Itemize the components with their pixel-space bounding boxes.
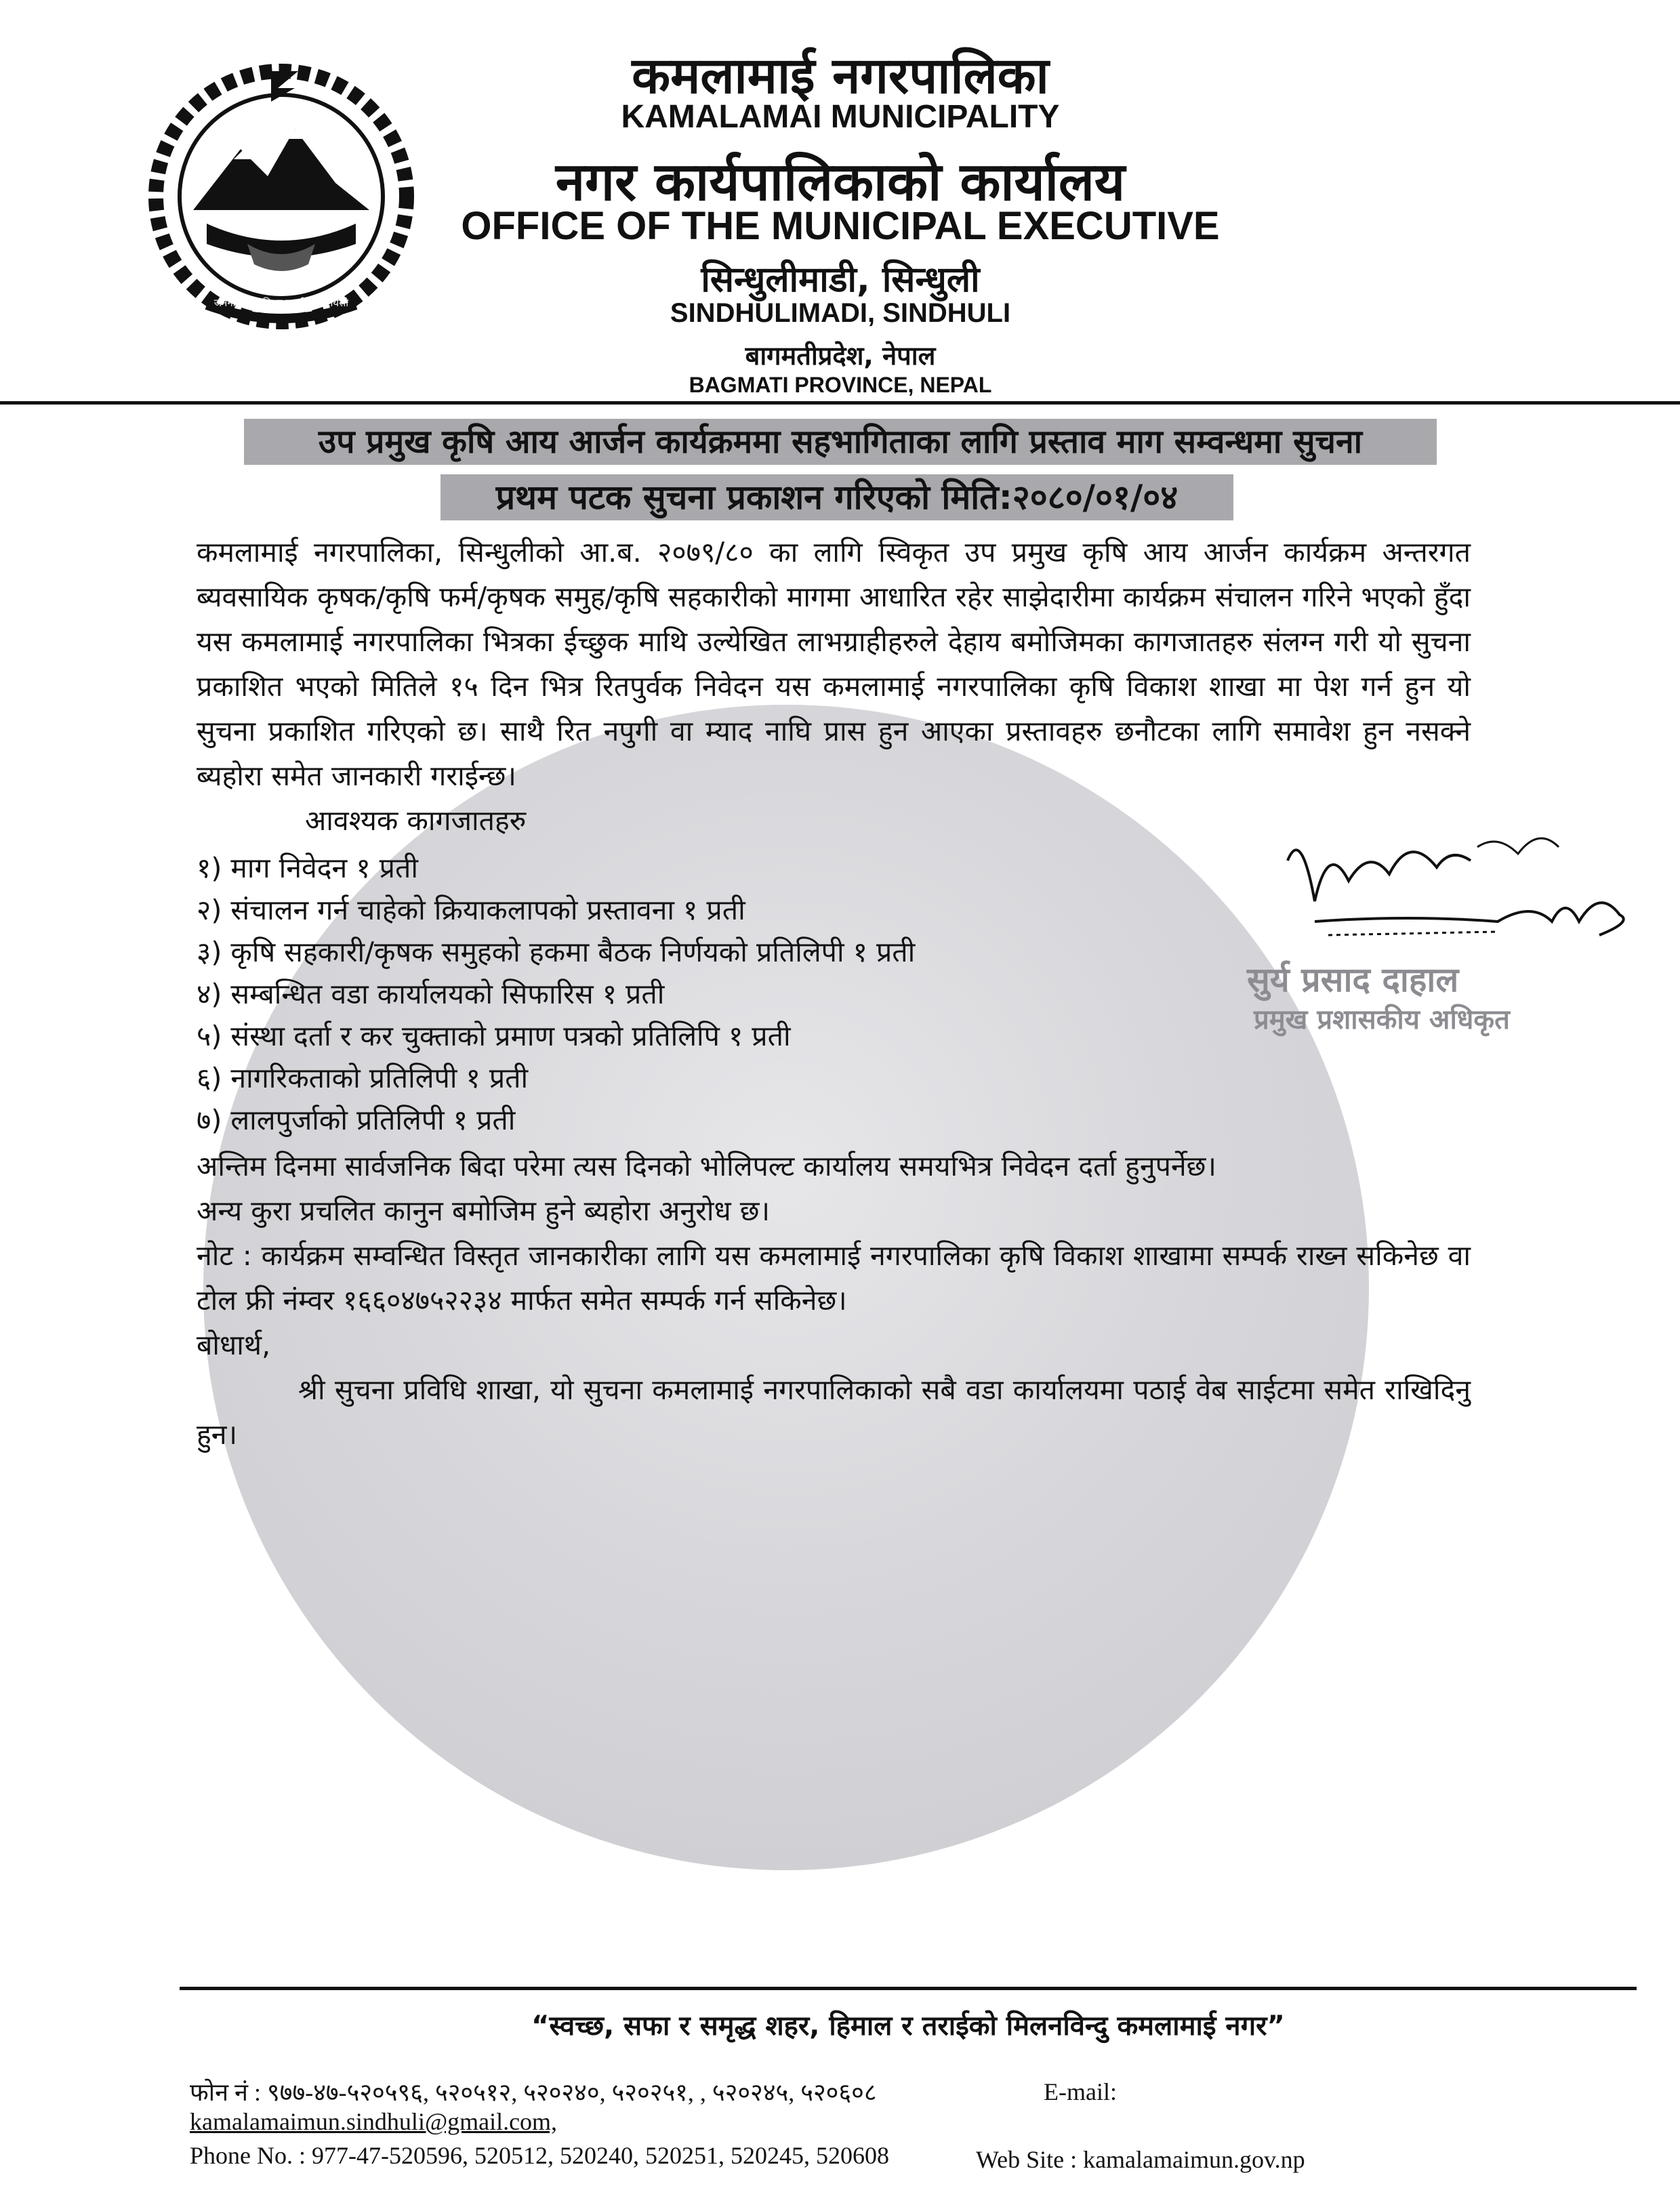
bodharth-text: श्री सुचना प्रविधि शाखा, यो सुचना कमलामाई नगरपालिकाको सबै वडा कार्यालयमा पठाई वेब साईटमा समेत राखिदिनु हुन। [197,1374,1471,1451]
list-item: ५) संस्था दर्ता र कर चुक्ताको प्रमाण पत्रको प्रतिलिपि १ प्रती [197,1020,791,1052]
list-item: ७) लालपुर्जाको प्रतिलिपी १ प्रती [197,1104,516,1136]
bodharth-label: बोधार्थ, [197,1329,271,1361]
notice-title: उप प्रमुख कृषि आय आर्जन कार्यक्रममा सहभागिताका लागि प्रस्ताव माग सम्वन्धमा सुचना [244,419,1437,465]
emblem-motto: जननी जन्मभूमिश्च स्वर्गादपि गरीयसी [213,297,349,309]
footer-divider [180,1987,1637,1990]
officer-name: सुर्य प्रसाद दाहाल [1247,960,1459,999]
header-divider [0,401,1680,405]
municipality-name-en: KAMALAMAI MUNICIPALITY [621,99,1060,135]
list-item: ३) कृषि सहकारी/कृषक समुहको हकमा बैठक निर्णयको प्रतिलिपी १ प्रती [197,936,916,968]
office-name-np: नगर कार्यपालिकाको कार्यालय [555,152,1126,213]
phone-numbers-np: फोन नं : ९७७-४७-५२०५९६, ५२०५१२, ५२०२४०, ५२०२५१, , ५२०२४५, ५२०६०८ [190,2079,877,2106]
law-note: अन्य कुरा प्रचलित कानुन बमोजिम हुने ब्यहोरा अनुरोध छ। [197,1195,770,1227]
list-item: ४) सम्बन्धित वडा कार्यालयको सिफारिस १ प्रती [197,978,665,1010]
location-np: सिन्धुलीमाडी, सिन्धुली [701,260,980,300]
location-en: SINDHULIMADI, SINDHULI [670,298,1011,328]
office-name-en: OFFICE OF THE MUNICIPAL EXECUTIVE [461,204,1220,248]
documents-heading: आवश्यक कागजातहरु [305,804,527,837]
website[interactable]: Web Site : kamalamaimun.gov.np [976,2146,1305,2173]
phone-numbers-en: Phone No. : 977-47-520596, 520512, 520240, 520251, 520245, 520608 [190,2142,889,2169]
footer-slogan: “स्वच्छ, सफा र समृद्ध शहर, हिमाल र तराईको मिलनविन्दु कमलामाई नगर” [531,2010,1285,2042]
province-np: बागमतीप्रदेश, नेपाल [745,341,936,371]
main-paragraph: कमलामाई नगरपालिका, सिन्धुलीको आ.ब. २०७९/८० का लागि स्विकृत उप प्रमुख कृषि आय आर्जन कार्यक्रम अन्तरगत ब्यवसायिक कृषक/कृषि फर्म/कृषक समुह/कृषि सहकारीको मागमा आधारित रहेर साझेदारीमा कार्यक्रम संचालन गरिने भएको हुँदा यस कमलामाई नगरपालिका भित्रका ईच्छुक माथि उल्येखित लाभग्राहीहरुले देहाय बमोजिमका कागजातहरु संलग्न गरी यो सुचना प्रकाशित भएको मितिले १५ दिन भित्र रितपुर्वक निवेदन यस कमलामाई नगरपालिका कृषि विकाश शाखा मा पेश गर्न हुन यो सुचना प्रकाशित गरिएको छ। साथै रित नपुगी वा म्याद नाघि प्रास हुन आएका प्रस्तावहरु छनौटका लागि समावेश हुन नसक्ने ब्यहोरा समेत जानकारी गराईन्छ। [197,536,1471,792]
email-label: E-mail: [1044,2078,1117,2105]
officer-title: प्रमुख प्रशासकीय अधिकृत [1254,1004,1510,1035]
email-address[interactable]: kamalamaimun.sindhuli@gmail.com, [190,2108,558,2135]
province-en: BAGMATI PROVINCE, NEPAL [689,373,992,397]
municipality-name-np: कमलामाई नगरपालिका [632,47,1049,105]
publish-date: प्रथम पटक सुचना प्रकाशन गरिएको मिति:२०८०/०१/०४ [441,474,1233,520]
contact-note: नोट : कार्यक्रम सम्वन्धित विस्तृत जानकारीका लागि यस कमलामाई नगरपालिका कृषि विकाश शाखामा सम्पर्क राख्न सकिनेछ वा टोल फ्री नंम्वर १६६०४७५२२३४ मार्फत समेत सम्पर्क गर्न सकिनेछ। [197,1239,1471,1317]
holiday-note: अन्तिम दिनमा सार्वजनिक बिदा परेमा त्यस दिनको भोलिपल्ट कार्यालय समयभित्र निवेदन दर्ता हुनुपर्नेछ। [197,1150,1216,1182]
list-item: ६) नागरिकताको प्रतिलिपी १ प्रती [197,1062,529,1094]
list-item: २) संचालन गर्न चाहेको क्रियाकलापको प्रस्तावना १ प्रती [197,894,745,926]
list-item: १) माग निवेदन १ प्रती [197,852,418,884]
